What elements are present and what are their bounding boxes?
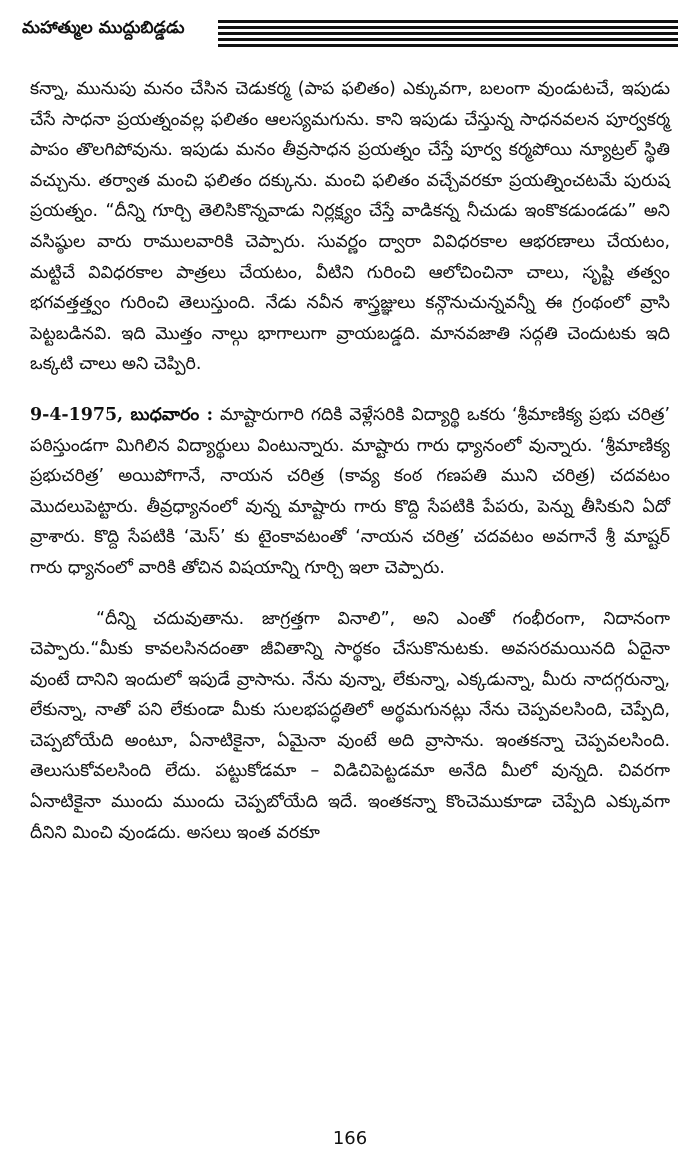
paragraph-text: మాష్టారుగారి గదికి వెళ్లేసరికి విద్యార్థి ఒకరు ‘శ్రీమాణిక్య ప్రభు చరిత్ర’ పఠిస్తుండగా మిగిలిన విద్యార్థులు వింటున్నారు. మాష్టారు గారు ధ్యానంలో వున్నారు. ‘శ్రీమాణిక్య ప్రభుచరిత్ర’ అయిపోగానే, నాయన చరిత్ర (కావ్య కంఠ గణపతి ముని చరిత్ర) చదవటం మొదలుపెట్టారు. తీవ్రధ్యానంలో వున్న మాష్టారు గారు కొద్ది సేపటికి పేపరు, పెన్ను తీసికుని ఏదో వ్రాశారు. కొద్ది సేపటికి ‘మెస్’ కు టైంకావటంతో ‘నాయన చరిత్ర’ చదవటం అవగానే శ్రీ మాష్టర్ గారు ధ్యానంలో వారికి తోచిన విషయాన్ని గూర్చి ఇలా చెప్పారు.: [30, 404, 670, 578]
header-rule: [218, 32, 678, 35]
header-rule: [218, 38, 678, 41]
paragraph-text: కన్నా, మునుపు మనం చేసిన చెడుకర్మ (పాప ఫలితం) ఎక్కువగా, బలంగా వుండుటచే, ఇపుడు చేసే సాధనా ప్రయత్నంవల్ల ఫలితం ఆలస్యమగును. కాని ఇపుడు చేస్తున్న సాధనవలన పూర్వకర్మ పాపం తొలగిపోవును. ఇపుడు మనం తీవ్రసాధన ప్రయత్నం చేస్తే పూర్వ కర్మపోయి న్యూట్రల్ స్థితి వచ్చును. తర్వాత మంచి ఫలితం దక్కును. మంచి ఫలితం వచ్చేవరకూ ప్రయత్నించటమే పురుష ప్రయత్నం. “దీన్ని గూర్చి తెలిసికొన్నవాడు నిర్లక్ష్యం చేస్తే వాడికన్న నీచుడు ఇంకొకడుండడు” అని వసిష్ఠుల వారు రాములవారికి చెప్పారు. సువర్ణం ద్వారా వివిధరకాల ఆభరణాలు చేయటం, మట్టిచే వివిధరకాల పాత్రలు చేయటం, వీటిని గురించి ఆలోచించినా చాలు, సృష్టి తత్వం భగవత్తత్త్వం గురించి తెలుస్తుంది. నేడు నవీన శాస్త్రజ్ఞులు కన్గొనుచున్నవన్నీ ఈ గ్రంథంలో వ్రాసి పెట్టబడినవి. ఇది మొత్తం నాల్గు భాగాలుగా వ్రాయబడ్డది. మానవజాతి సద్గతి చెందుటకు ఇది ఒక్కటి చాలు అని చెప్పిరి.: [30, 79, 670, 375]
header-rule: [218, 26, 678, 29]
body-text: [30, 74, 670, 848]
paragraph: [30, 74, 670, 380]
header-rules: [218, 20, 678, 50]
date-label: 9-4-1975, బుధవారం :: [30, 404, 214, 425]
header-rule: [218, 20, 678, 23]
paragraph-text: “దీన్ని చదువుతాను. జాగ్రత్తగా వినాలి”, అని ఎంతో గంభీరంగా, నిదానంగా చెప్పారు.“మీకు కావలసినదంతా జీవితాన్ని సార్థకం చేసుకొనుటకు. అవసరమయినది ఏదైనా వుంటే దానిని ఇందులో ఇపుడే వ్రాసాను. నేను వున్నా, లేకున్నా, ఎక్కడున్నా, మీరు నాదగ్గరున్నా, లేకున్నా, నాతో పని లేకుండా మీకు సులభపద్ధతిలో అర్థమగునట్లు నేను చెప్పవలసింది, చెప్పేది, చెప్పబోయేది అంటూ, ఏనాటికైనా, ఏమైనా వుంటే అది వ్రాసాను. ఇంతకన్నా చెప్పవలసింది. తెలుసుకోవలసింది లేదు. పట్టుకోడమా – విడిచిపెట్టడమా అనేది మీలో వున్నది. చివరగా ఏనాటికైనా ముందు ముందు చెప్పబోయేది ఇదే. ఇంతకన్నా కొంచెముకూడా చెప్పేది ఎక్కువగా దీనిని మించి వుండదు. అసలు ఇంత వరకూ: [30, 608, 670, 843]
page-number: 166: [332, 1128, 368, 1149]
paragraph: [30, 400, 670, 584]
running-title: మహాత్ముల ముద్దుబిడ్డడు: [22, 18, 185, 38]
page-header: [22, 12, 678, 52]
header-rule: [218, 44, 678, 47]
paragraph: [30, 604, 670, 849]
